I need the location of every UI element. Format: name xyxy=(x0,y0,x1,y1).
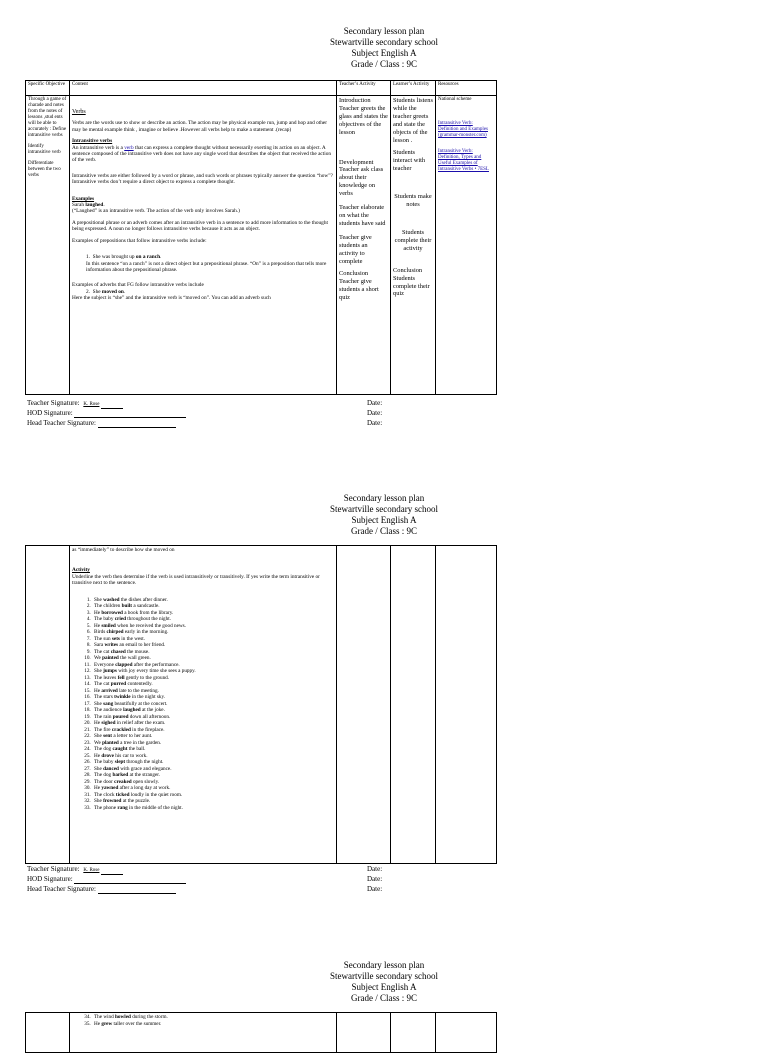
example-number: 1. xyxy=(86,254,90,261)
activity-item-text: with joy every time she sees a puppy. xyxy=(116,668,196,675)
activity-instructions: Underline the verb then determine if the verb is used intransitively or transitively. If yes write the term intransitive or transitive next to the sentence. xyxy=(72,573,320,587)
activity-item-verb: built xyxy=(121,603,133,610)
activity-list xyxy=(72,597,334,812)
activity-item-verb: sets xyxy=(111,635,120,642)
activity-item-text: in the west. xyxy=(119,635,146,642)
activity-item-verb: writes xyxy=(104,642,119,649)
table-body-row xyxy=(26,546,497,864)
activity-item-text: She xyxy=(94,765,104,772)
activity-item-text: contentedly. xyxy=(126,681,153,688)
date-label: Date: xyxy=(367,409,383,417)
activity-item-text: throughout the night. xyxy=(125,616,171,623)
activity-item-verb: poured xyxy=(112,713,129,720)
activity-item-verb: barked xyxy=(112,772,129,779)
activity-item-text: late to the meeting. xyxy=(117,687,159,694)
activity-item-verb: chirped xyxy=(106,629,124,636)
activity-item-text: The cat xyxy=(94,681,111,688)
activity-item-verb: cried xyxy=(114,616,126,623)
activity-item-text: The stars xyxy=(94,694,115,701)
activity-item-text: He xyxy=(94,752,102,759)
lesson-plan-table-continued xyxy=(25,545,497,864)
activity-item-text: She xyxy=(94,700,104,707)
activity-item-text: He xyxy=(94,609,102,616)
activity-item-text: the wall green. xyxy=(118,655,151,662)
verbs-text: Verbs are the words use to show or describe an action. The action may be physical example run, jump and hop and other may be mental example think , imagine or believe .However all verbs help to make a statement .(recap) xyxy=(72,120,327,133)
activity-item-verb: crackled xyxy=(111,726,131,733)
resources-cell xyxy=(436,96,497,395)
activity-item-text: early in the morning. xyxy=(123,629,169,636)
activity-item-text: She xyxy=(94,798,104,805)
hod-signature-label: HOD Signature: xyxy=(27,875,73,883)
head-signature-line xyxy=(27,885,176,894)
teacher-intro: Introduction Teacher greets the glass and states the objectives of the lesson xyxy=(339,97,388,136)
activity-item-text: She xyxy=(94,733,104,740)
signature-line xyxy=(101,402,123,409)
teacher-give-activity: Teacher give students an activity to complete xyxy=(339,233,372,265)
teacher-signature-line xyxy=(27,865,123,875)
teacher-activity-cell xyxy=(337,546,391,864)
activity-item xyxy=(92,805,334,812)
activity-item-text: at the stranger. xyxy=(128,772,161,779)
activity-item-text: Sara xyxy=(94,642,105,649)
signature-line xyxy=(74,877,186,884)
activity-item-verb: sighed xyxy=(101,720,116,727)
activity-item-text: He xyxy=(94,785,102,792)
activity-item-verb: slept xyxy=(114,759,126,766)
activity-item-text: He xyxy=(94,687,102,694)
activity-item-text: the ball. xyxy=(127,746,146,753)
objective-3: Differentiate between the two verbs xyxy=(28,161,61,178)
learner-complete: Students complete their activity xyxy=(394,228,432,252)
activity-item-text: He xyxy=(94,622,102,629)
signature-line xyxy=(74,411,186,418)
activity-item-text: We xyxy=(94,739,103,746)
resources-cell xyxy=(436,546,497,864)
header-resources: Resources xyxy=(436,81,497,96)
intransitive-definition xyxy=(72,145,334,164)
header-objective: Specific Objective xyxy=(26,81,70,96)
activity-item-verb: clapped xyxy=(115,661,133,668)
activity-item-text: Everyone xyxy=(94,661,116,668)
signature-line xyxy=(98,887,176,894)
activity-item-text: in the middle of the night. xyxy=(127,804,183,811)
activity-item-text: in relief after the exam. xyxy=(115,720,166,727)
learner-interact: Students interact with teacher xyxy=(393,149,426,173)
prep-examples-intro: Examples of prepositions that follow intransitive verbs include: xyxy=(72,237,207,244)
activity-item-text: The fire xyxy=(94,726,112,733)
resource-scheme: National scheme xyxy=(438,97,472,102)
continued-text: as “immediately” to describe how she moved on xyxy=(72,547,175,553)
activity-item-verb: rang xyxy=(117,804,128,811)
intransitive-how-text: Intransitive verbs are either followed by a word or phrase, and such words or phrases typically answer the question “how”? Intransitive verbs don’t require a direct object to express a complete thought. xyxy=(72,172,333,186)
intransitive-text-part: An intransitive verb is a xyxy=(72,144,125,151)
grade-class: Grade / Class : 9C xyxy=(351,59,417,69)
date-label: Date: xyxy=(367,419,383,427)
activity-item-verb: smiled xyxy=(101,622,116,629)
objectives-cell xyxy=(26,96,70,395)
example-text: Sarah xyxy=(72,202,86,209)
head-signature-label: Head Teacher Signature: xyxy=(27,419,96,427)
hod-signature-line xyxy=(27,409,186,418)
date-label: Date: xyxy=(367,885,383,893)
teacher-activity-cell xyxy=(337,1013,391,1053)
example-number: 2. xyxy=(86,288,90,295)
activity-item-text: The audience xyxy=(94,707,124,714)
intransitive-heading: Intransitive verbs xyxy=(72,138,113,145)
signature-line xyxy=(101,868,123,875)
example-text: She xyxy=(92,288,102,295)
learner-activity-cell xyxy=(391,546,436,864)
subject-name: Subject English A xyxy=(351,515,417,525)
activity-item-text: in the fireplace. xyxy=(130,726,165,733)
header-learner: Learner’s Activity xyxy=(391,81,436,96)
examples-heading: Examples xyxy=(72,195,95,202)
example-text: . xyxy=(160,254,162,261)
teacher-signature-name: K. Rose xyxy=(83,868,100,873)
activity-item-verb: jumps xyxy=(103,668,117,675)
content-cell xyxy=(70,546,337,864)
adverb-intro: Examples of adverbs that FG follow intransitive verbs include xyxy=(72,282,204,289)
activity-item-verb: borrowed xyxy=(101,609,123,616)
page-header xyxy=(0,493,768,537)
hod-signature-line xyxy=(27,875,186,884)
teacher-conclusion: Conclusion Teacher give students a short quiz xyxy=(339,270,379,302)
example-2-explanation: Here the subject is “she” and the intransitive verb is “moved on”. You can add an adverb such xyxy=(72,295,271,302)
activity-item-text: loudly in the quiet room. xyxy=(129,791,183,798)
activity-item-text: The sun xyxy=(94,635,112,642)
activity-item-verb: howled xyxy=(115,1014,131,1020)
content-cell xyxy=(70,1013,337,1053)
learner-listen: Students listens while the teacher greets and state the objects of the lesson . xyxy=(393,97,433,144)
activity-item-text: after a long day at work. xyxy=(118,785,171,792)
hod-signature-label: HOD Signature: xyxy=(27,409,73,417)
learner-notes: Students make notes xyxy=(394,193,432,209)
page-header xyxy=(0,960,768,1004)
activity-item-text: the mouse. xyxy=(125,648,150,655)
activity-item-verb: ticked xyxy=(115,791,130,798)
activity-item-text: a tree in the garden. xyxy=(118,739,162,746)
activity-item-text: during the storm. xyxy=(130,1014,168,1020)
activity-list xyxy=(72,1014,334,1027)
subject-name: Subject English A xyxy=(351,982,417,992)
activity-item-text: The leaves xyxy=(94,674,118,681)
activity-item-text: down all afternoon. xyxy=(128,713,171,720)
activity-item-verb: purred xyxy=(110,681,127,688)
activity-item-verb: chased xyxy=(110,648,126,655)
teacher-activity-cell xyxy=(337,96,391,395)
activity-item-text: at the puzzle. xyxy=(121,798,151,805)
prepositional-text: A prepositional phrase or an adverb comes after an intransitive verb in a sentence to add more information to the thought being expressed. A noun no longer follows intransitive verbs because it acts as an object. xyxy=(72,219,328,233)
activity-item-text: the dishes after dinner. xyxy=(119,596,168,603)
activity-item-verb: caught xyxy=(112,746,128,753)
activity-item-text: after the performance. xyxy=(132,661,180,668)
activity-item-text: an email to her friend. xyxy=(118,642,166,649)
example-phrase: on a ranch xyxy=(135,254,161,261)
activity-item-text: a book from the library. xyxy=(122,609,174,616)
lesson-plan-table xyxy=(25,80,497,395)
activity-item-verb: laughed xyxy=(123,707,141,714)
activity-item-text: his car to work. xyxy=(113,752,148,759)
verbs-heading: Verbs xyxy=(72,109,86,115)
activity-item-text: The children xyxy=(94,603,122,610)
table-body-row xyxy=(26,1013,497,1053)
activity-item-text: a letter to her aunt. xyxy=(112,733,153,740)
header-teacher: Teacher’s Activity xyxy=(337,81,391,96)
activity-item-text: The baby xyxy=(94,759,115,766)
school-name: Stewartville secondary school xyxy=(330,971,438,981)
header-content: Content xyxy=(70,81,337,96)
example-phrase: moved on xyxy=(101,288,124,295)
table-body-row xyxy=(26,96,497,395)
activity-item-verb: fell xyxy=(117,674,125,681)
teacher-signature-name: K. Rose xyxy=(83,402,100,407)
page-header xyxy=(0,26,768,70)
objectives-cell xyxy=(26,1013,70,1053)
verb-link[interactable]: verb xyxy=(124,144,134,151)
activity-item-text: The door xyxy=(94,778,115,785)
date-label: Date: xyxy=(367,399,383,407)
activity-item-verb: sent xyxy=(103,733,113,740)
objective-1: Through a game of charade and notes from the notes of lessons ,stud ents will be able to accurately : Define intransitive verbs xyxy=(28,97,67,138)
activity-item-text: gently to the ground. xyxy=(124,674,170,681)
activity-item-text: in the night sky. xyxy=(130,694,165,701)
activity-item-text: when he received the good news. xyxy=(115,622,186,629)
activity-item-text: at the joke. xyxy=(140,707,165,714)
activity-item-text: The cat xyxy=(94,648,111,655)
activity-item-text: She xyxy=(94,668,104,675)
signature-line xyxy=(98,421,176,428)
learner-activity-cell xyxy=(391,96,436,395)
teacher-signature-line xyxy=(27,399,123,409)
activity-heading: Activity xyxy=(72,567,90,574)
grade-class: Grade / Class : 9C xyxy=(351,526,417,536)
activity-item-verb: twinkle xyxy=(114,694,131,701)
plan-title: Secondary lesson plan xyxy=(343,960,425,970)
teacher-development: Development Teacher ask class about their knowledge on verbs xyxy=(339,158,384,198)
activity-item-text: We xyxy=(94,655,103,662)
teacher-signature-label: Teacher Signature: xyxy=(27,865,80,873)
activity-item-text: Birds xyxy=(94,629,107,636)
activity-item-text: open slowly. xyxy=(131,778,160,785)
activity-item-text: The dog xyxy=(94,746,113,753)
teacher-elaborate: Teacher elaborate on what the students have said xyxy=(339,204,386,227)
activity-item-verb: washed xyxy=(103,596,120,603)
date-label: Date: xyxy=(367,865,383,873)
resource-link-grammar-monster[interactable]: Intransitive Verb: Definition and Examples (grammar-monster.com) xyxy=(438,121,488,138)
activity-item-verb: planted xyxy=(102,739,119,746)
grade-class: Grade / Class : 9C xyxy=(351,993,417,1003)
teacher-signature-label: Teacher Signature: xyxy=(27,399,80,407)
activity-item-text: She xyxy=(94,596,104,603)
activity-item-text: a sandcastle. xyxy=(132,603,160,610)
activity-item-text: He xyxy=(94,720,102,727)
head-signature-line xyxy=(27,419,176,428)
activity-item-verb: grew xyxy=(101,1020,113,1027)
activity-item-text: The clock xyxy=(94,791,116,798)
activity-item-verb: sang xyxy=(103,700,114,707)
resources-cell xyxy=(436,1013,497,1053)
activity-item-text: taller over the summer. xyxy=(112,1020,162,1027)
objectives-cell xyxy=(26,546,70,864)
plan-title: Secondary lesson plan xyxy=(343,26,425,36)
activity-item-verb: drove xyxy=(101,752,114,759)
activity-item-text: The baby xyxy=(94,616,115,623)
lesson-plan-table-continued xyxy=(25,1012,497,1053)
activity-item-text: The wind xyxy=(94,1014,116,1020)
plan-title: Secondary lesson plan xyxy=(343,493,425,503)
example-text: She was brought up xyxy=(92,254,136,261)
subject-name: Subject English A xyxy=(351,48,417,58)
head-signature-label: Head Teacher Signature: xyxy=(27,885,96,893)
activity-item-verb: yawned xyxy=(101,785,119,792)
activity-item-text: The phone xyxy=(94,804,118,811)
intransitive-text-part: that can express a complete thought without necessarily exerting its action on an object. A sentence composed of the intransitive verb does not have any single word that describes the object that received the action of the verb. xyxy=(72,144,332,164)
table-header-row xyxy=(26,81,497,96)
activity-item-text: The dog xyxy=(94,772,113,779)
date-label: Date: xyxy=(367,875,383,883)
objective-2: Identify intransitive verb xyxy=(28,144,61,155)
activity-item-text: The rain xyxy=(94,713,113,720)
resource-link-7esl[interactable]: Intransitive Verb: Definition, Types and Useful Examples of Intransitive Verbs • 7ESL xyxy=(438,149,489,172)
activity-item-verb: arrived xyxy=(101,687,118,694)
activity-item-text: He xyxy=(94,1020,102,1027)
activity-item-verb: frowned xyxy=(103,798,122,805)
activity-item-verb: painted xyxy=(102,655,119,662)
content-cell xyxy=(70,96,337,395)
learner-activity-cell xyxy=(391,1013,436,1053)
school-name: Stewartville secondary school xyxy=(330,504,438,514)
activity-item-verb: creaked xyxy=(114,778,132,785)
activity-item-text: with grace and elegance. xyxy=(118,765,172,772)
example-explanation: (“Laughed” is an intransitive verb. The action of the verb only involves Sarah.) xyxy=(72,208,240,215)
example-text: . xyxy=(123,288,126,295)
activity-item-text: through the night. xyxy=(125,759,164,766)
example-verb: laughed xyxy=(85,202,104,209)
school-name: Stewartville secondary school xyxy=(330,37,438,47)
activity-item-verb: danced xyxy=(103,765,119,772)
example-text: . xyxy=(103,202,105,209)
learner-conclusion: Conclusion Students complete their quiz xyxy=(393,266,430,298)
activity-item-text: beautifully at the concert. xyxy=(113,700,168,707)
example-1-explanation: In this sentence “on a ranch” is not a direct object but a prepositional phrase. “On” is a preposition that tells more information about the prepositional phrase. xyxy=(86,260,327,273)
